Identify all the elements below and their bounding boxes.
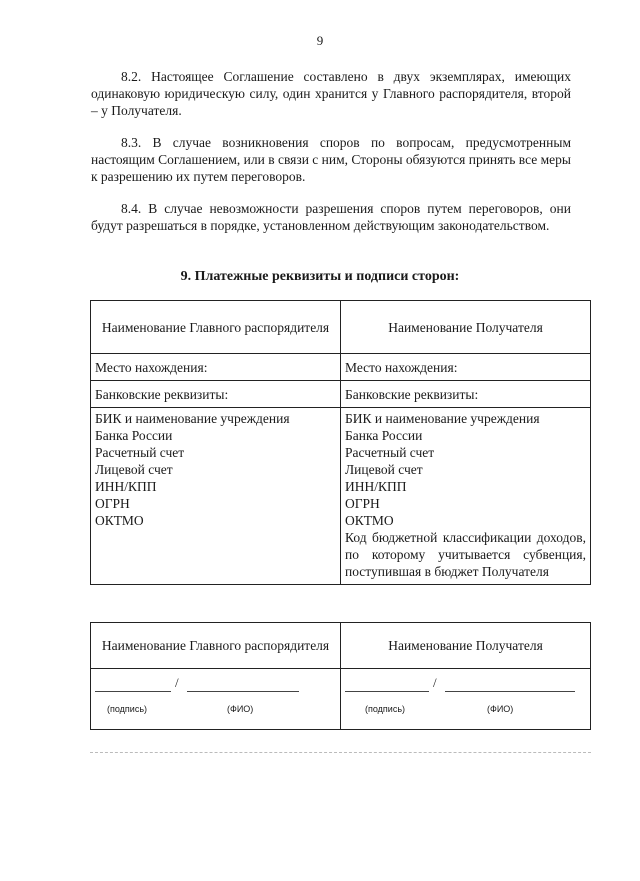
location-right: Место нахождения:: [341, 354, 591, 381]
budget-code-text: Код бюджетной классификации доходов, по которому учитывается субвенция, поступившая в бюджет Получателя: [345, 530, 586, 579]
left-item: БИК и наименование учреждения: [95, 411, 290, 426]
left-item: ОКТМО: [95, 513, 144, 528]
signature-caption: (подпись): [365, 704, 406, 714]
left-item: Расчетный счет: [95, 445, 185, 460]
left-item: ИНН/КПП: [95, 479, 157, 494]
left-item: ОГРН: [95, 496, 130, 511]
right-item: ИНН/КПП: [345, 479, 407, 494]
right-item: ОГРН: [345, 496, 380, 511]
right-item: Банка России: [345, 428, 423, 443]
right-item: Расчетный счет: [345, 445, 435, 460]
left-item: Банка России: [95, 428, 173, 443]
signature-table: [90, 622, 591, 730]
left-item: Лицевой счет: [95, 462, 173, 477]
page-divider: [90, 752, 591, 753]
requisites-right-details: [341, 408, 591, 585]
page-number: 9: [316, 33, 324, 48]
location-left: Место нахождения:: [91, 354, 341, 381]
right-item: ОКТМО: [345, 513, 394, 528]
requisites-right-header: Наименование Получателя: [341, 301, 591, 354]
right-item: БИК и наименование учреждения: [345, 411, 540, 426]
right-item: Лицевой счет: [345, 462, 423, 477]
signature-caption: (подпись): [107, 704, 148, 714]
slash-separator: /: [433, 675, 437, 690]
signature-left-header: Наименование Главного распорядителя: [91, 623, 341, 669]
bank-left: Банковские реквизиты:: [91, 381, 341, 408]
paragraph-8-3: 8.3. В случае возникновения споров по вопросам, предусмотренным настоящим Соглашением, или в связи с ним, Стороны обязуются принять все меры к разрешению их путем переговоров.: [91, 135, 571, 184]
bank-right: Банковские реквизиты:: [341, 381, 591, 408]
signature-left-cell: [91, 669, 341, 730]
slash-separator: /: [175, 675, 179, 690]
signature-line: [95, 691, 171, 692]
requisites-left-header: Наименование Главного распорядителя: [91, 301, 341, 354]
fio-caption: (ФИО): [227, 704, 254, 714]
paragraph-8-2: 8.2. Настоящее Соглашение составлено в двух экземплярах, имеющих одинаковую юридическую силу, один хранится у Главного распорядителя, второй – у Получателя.: [91, 69, 571, 118]
fio-line: [187, 691, 299, 692]
requisites-table: [90, 300, 591, 585]
signature-line: [345, 691, 429, 692]
signature-right-cell: [341, 669, 591, 730]
signature-right-header: Наименование Получателя: [341, 623, 591, 669]
requisites-left-details: [91, 408, 341, 585]
fio-caption: (ФИО): [487, 704, 514, 714]
section-title: 9. Платежные реквизиты и подписи сторон:: [180, 269, 460, 284]
paragraph-8-4: 8.4. В случае невозможности разрешения споров путем переговоров, они будут разрешаться в порядке, установленном действующим законодательством.: [91, 201, 571, 233]
fio-line: [445, 691, 575, 692]
